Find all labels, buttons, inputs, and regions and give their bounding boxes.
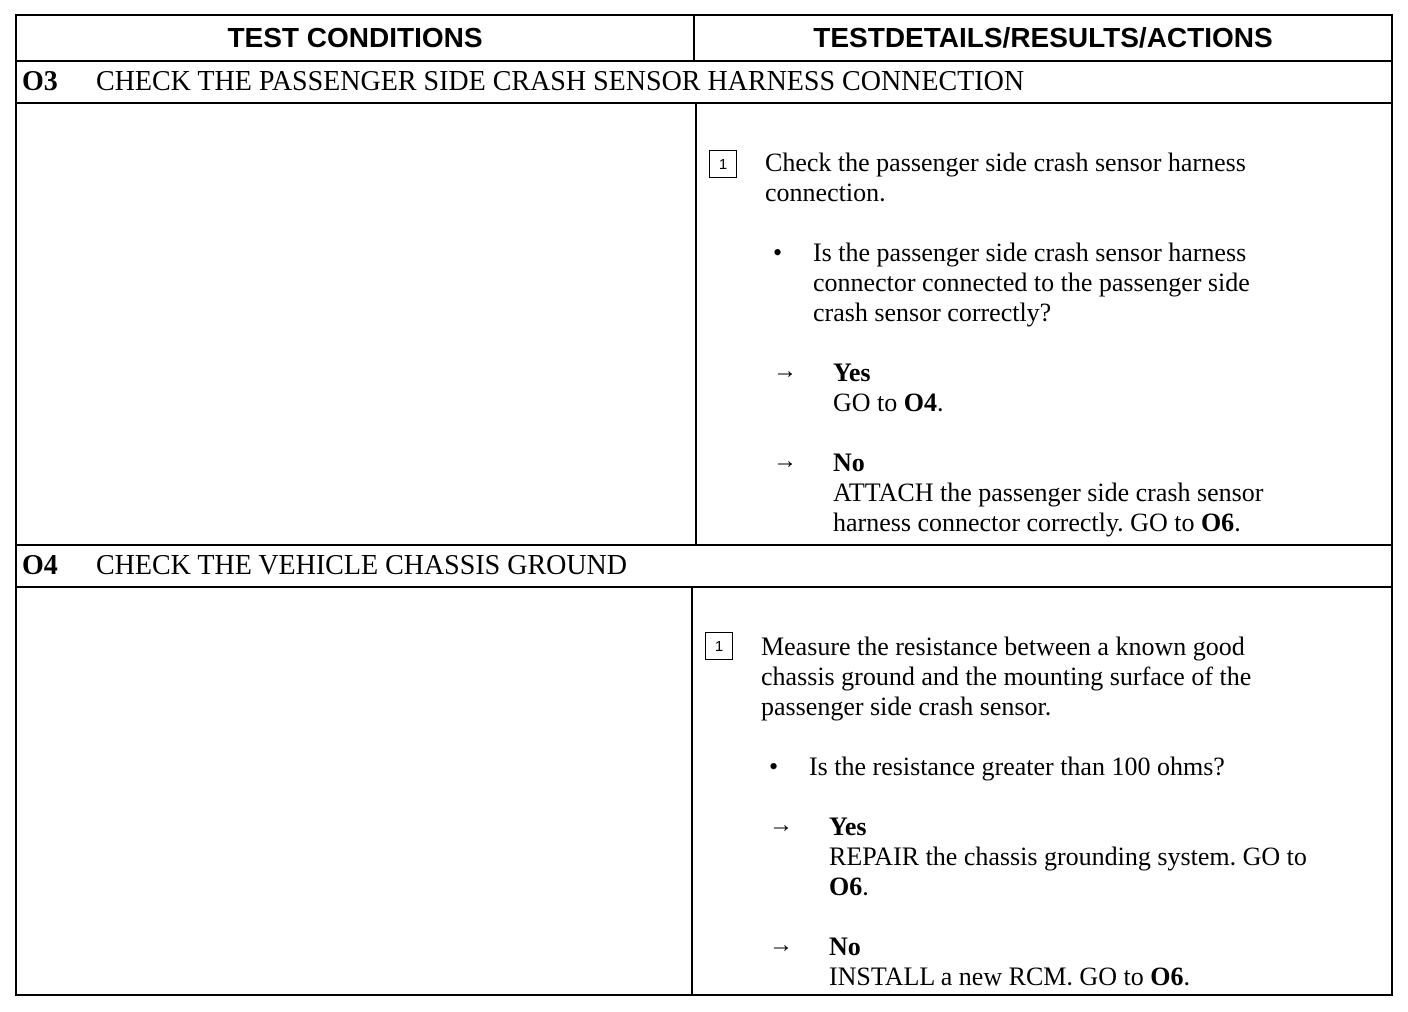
arrow-icon: →	[773, 358, 797, 384]
section-o4-body	[17, 588, 1391, 994]
no-action-text: harness connector correctly. GO to	[833, 508, 1201, 537]
yes-action-text: GO to	[833, 388, 904, 417]
goto-o6-link[interactable]: O6	[1200, 508, 1235, 537]
header-test-conditions: TEST CONDITIONS	[17, 16, 695, 62]
goto-o6-link[interactable]: O6	[1150, 962, 1184, 991]
no-label: No	[833, 448, 865, 477]
arrow-icon: →	[769, 932, 793, 958]
section-o3-body	[17, 104, 1391, 546]
section-o3-title: CHECK THE PASSENGER SIDE CRASH SENSOR HARNESS CONNECTION	[96, 66, 1025, 97]
no-action	[829, 962, 1190, 992]
no-action-line	[833, 508, 1263, 538]
question	[813, 238, 1250, 328]
no-action-line: ATTACH the passenger side crash sensor	[833, 478, 1264, 507]
step-instruction	[761, 632, 1251, 722]
arrow-icon: →	[773, 448, 797, 474]
section-o3-title-row	[17, 62, 1391, 104]
question-line: crash sensor correctly?	[813, 298, 1052, 327]
step-line: Measure the resistance between a known good	[761, 632, 1245, 661]
section-o4-title: CHECK THE VEHICLE CHASSIS GROUND	[96, 550, 628, 581]
section-o4-number: O4	[22, 550, 58, 581]
bullet: •	[773, 238, 783, 267]
column-divider	[695, 104, 697, 544]
step-number-box: 1	[705, 632, 733, 660]
yes-action-line	[829, 872, 1307, 902]
yes-action-suffix: .	[937, 388, 944, 417]
no-action-suffix: .	[1234, 508, 1241, 537]
no-action-suffix: .	[1183, 962, 1190, 991]
step-number-box: 1	[709, 150, 737, 178]
yes-action	[833, 388, 944, 418]
yes-action	[829, 842, 1307, 902]
goto-o4-link[interactable]: O4	[903, 388, 938, 417]
question	[809, 752, 1225, 782]
yes-label: Yes	[829, 812, 867, 841]
section-o4-title-row	[17, 546, 1391, 588]
header-test-details: TESTDETAILS/RESULTS/ACTIONS	[695, 16, 1391, 62]
no-label: No	[829, 932, 861, 961]
no-action-text: INSTALL a new RCM. GO to	[829, 962, 1151, 991]
arrow-icon: →	[769, 812, 793, 838]
column-divider	[691, 588, 693, 994]
yes-label: Yes	[833, 358, 871, 387]
bullet: •	[769, 752, 779, 781]
step-line: passenger side crash sensor.	[761, 692, 1052, 721]
no-action	[833, 478, 1263, 538]
question-line: Is the resistance greater than 100 ohms?	[809, 752, 1225, 781]
step-instruction	[765, 148, 1246, 208]
step-line: chassis ground and the mounting surface of the	[761, 662, 1252, 691]
section-o3-number: O3	[22, 66, 58, 97]
diagnostic-table	[15, 14, 1393, 996]
step-line: connection.	[765, 178, 886, 207]
question-line: connector connected to the passenger side	[813, 268, 1250, 297]
yes-action-line: REPAIR the chassis grounding system. GO to	[829, 842, 1307, 871]
question-line: Is the passenger side crash sensor harness	[813, 238, 1247, 267]
goto-o6-link[interactable]: O6	[829, 872, 863, 901]
yes-action-suffix: .	[862, 872, 869, 901]
step-line: Check the passenger side crash sensor harness	[765, 148, 1246, 177]
